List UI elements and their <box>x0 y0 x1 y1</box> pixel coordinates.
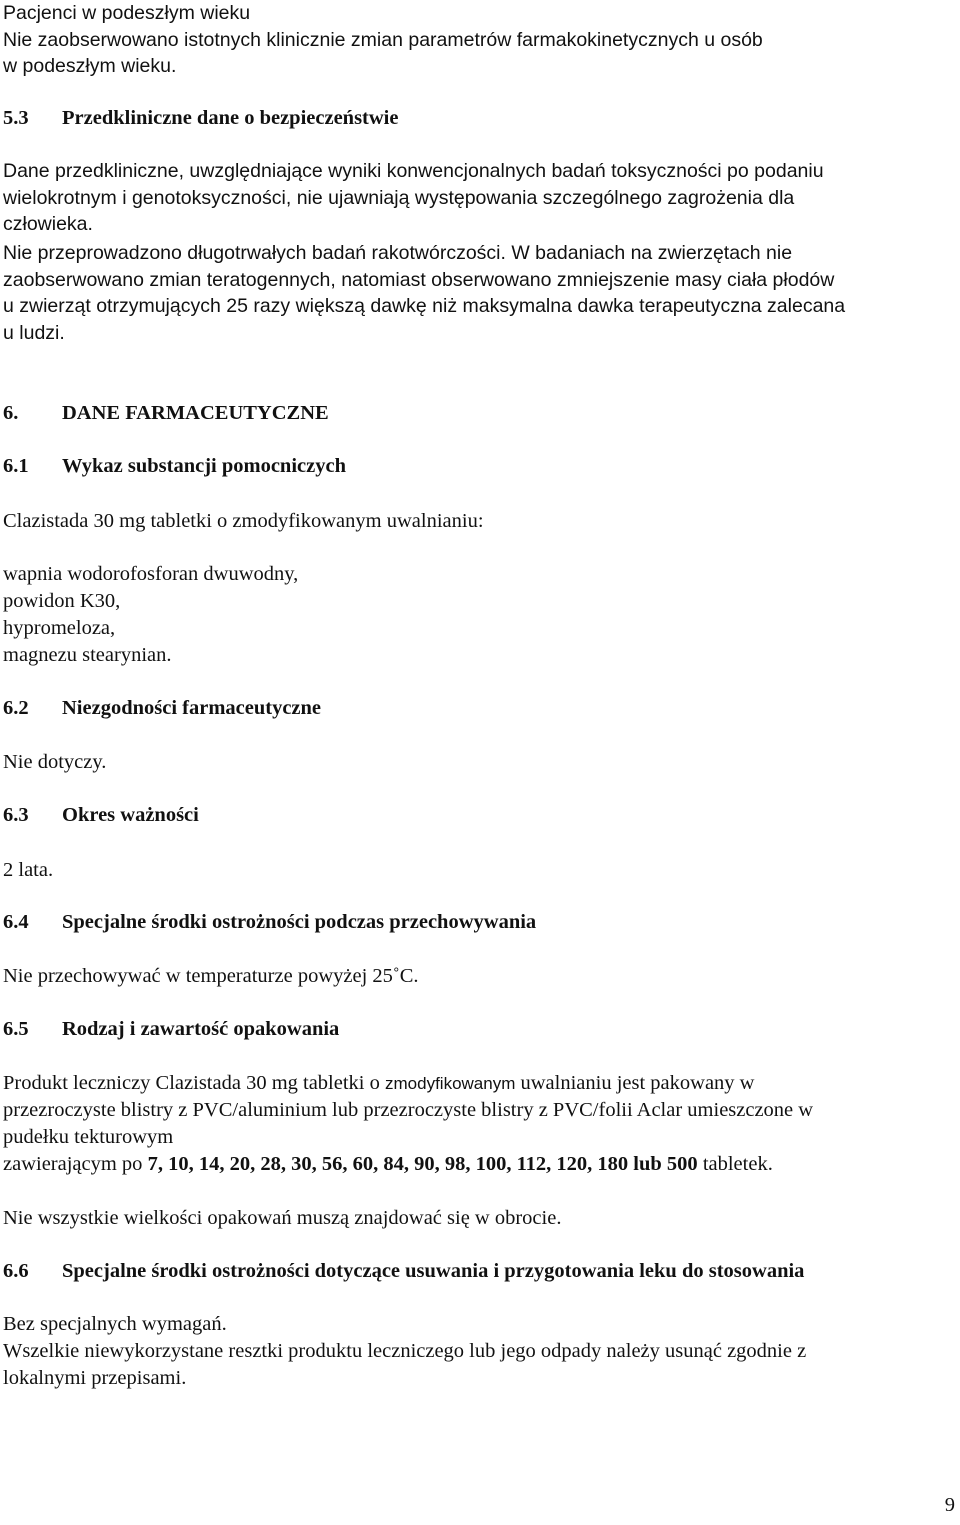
section-5-3-para-2 <box>3 240 953 346</box>
section-6-1-heading <box>3 453 346 480</box>
text-line: Nie dotyczy. <box>3 751 107 773</box>
text-line: 2 lata. <box>3 859 54 881</box>
section-6-4-heading <box>3 909 536 936</box>
section-6-number: 6. <box>3 402 19 424</box>
elderly-title: Pacjenci w podeszłym wieku <box>3 2 251 24</box>
section-6-4-text <box>3 963 953 990</box>
text-line: Nie przechowywać w temperaturze powyżej 25˚C. <box>3 965 419 987</box>
pack-sizes-bold: 7, 10, 14, 20, 28, 30, 56, 60, 84, 90, 98, 100, 112, 120, 180 lub 500 <box>147 1153 698 1175</box>
text-line <box>3 1070 953 1097</box>
text-line: pudełku tekturowym <box>3 1126 174 1148</box>
text-line: człowieka. <box>3 213 93 235</box>
section-6-4-title: Specjalne środki ostrożności podczas przechowywania <box>62 911 537 933</box>
section-6-6-heading <box>3 1258 804 1285</box>
section-6-6-title: Specjalne środki ostrożności dotyczące usuwania i przygotowania leku do stosowania <box>62 1260 805 1282</box>
text-line: Clazistada 30 mg tabletki o zmodyfikowanym uwalnianiu: <box>3 510 484 532</box>
section-6-6-number: 6.6 <box>3 1260 29 1282</box>
section-6-2-heading <box>3 695 321 722</box>
text-fragment: uwalnianiu jest pakowany w <box>515 1072 755 1094</box>
section-6-3-number: 6.3 <box>3 804 29 826</box>
excipients-list <box>3 561 953 669</box>
page-number: 9 <box>944 1494 955 1516</box>
section-5-3-number: 5.3 <box>3 107 29 129</box>
section-5-3-heading <box>3 105 398 132</box>
section-6-1-intro <box>3 508 953 535</box>
text-line: zaobserwowano zmian teratogennych, natomiast obserwowano zmniejszenie masy ciała płodów <box>3 268 835 291</box>
text-line: Dane przedkliniczne, uwzględniające wyniki konwencjonalnych badań toksyczności po podaniu <box>3 160 824 182</box>
section-6-2-title: Niezgodności farmaceutyczne <box>62 697 322 719</box>
section-6-heading <box>3 400 329 427</box>
section-6-4-number: 6.4 <box>3 911 29 933</box>
section-6-6-text <box>3 1311 953 1392</box>
section-6-1-number: 6.1 <box>3 455 29 477</box>
section-6-1-title: Wykaz substancji pomocniczych <box>62 455 346 477</box>
section-6-3-text <box>3 857 953 884</box>
section-6-5-number: 6.5 <box>3 1018 29 1040</box>
text-line: Bez specjalnych wymagań. <box>3 1313 227 1335</box>
list-item: wapnia wodorofosforan dwuwodny, <box>3 563 299 585</box>
section-6-title: DANE FARMACEUTYCZNE <box>62 402 329 424</box>
section-6-5-title: Rodzaj i zawartość opakowania <box>62 1018 340 1040</box>
section-6-3-heading <box>3 802 199 829</box>
section-6-2-text <box>3 749 953 776</box>
text-fragment: tabletek. <box>697 1153 773 1175</box>
section-6-5-para-1 <box>3 1070 953 1178</box>
text-line <box>3 1151 953 1178</box>
section-6-3-title: Okres ważności <box>62 804 199 826</box>
elderly-section <box>3 0 953 80</box>
text-line: lokalnymi przepisami. <box>3 1367 187 1389</box>
list-item: hypromeloza, <box>3 617 116 639</box>
section-6-5-para-2 <box>3 1205 953 1232</box>
text-line: przezroczyste blistry z PVC/aluminium lub przezroczyste blistry z PVC/folii Aclar umieszczone w <box>3 1099 814 1121</box>
elderly-line-2: w podeszłym wieku. <box>3 55 177 77</box>
section-5-3-title: Przedkliniczne dane o bezpieczeństwie <box>62 107 399 129</box>
text-fragment: Produkt leczniczy Clazistada 30 mg tabletki o <box>3 1072 385 1094</box>
text-line: u zwierząt otrzymujących 25 razy większą dawkę niż maksymalna dawka terapeutyczna zalecana <box>3 295 846 317</box>
text-line: Wszelkie niewykorzystane resztki produktu leczniczego lub jego odpady należy usunąć zgodnie z <box>3 1340 807 1362</box>
text-fragment-sans: zmodyfikowanym <box>385 1074 516 1093</box>
list-item: powidon K30, <box>3 590 121 612</box>
text-line: wielokrotnym i genotoksyczności, nie ujawniają występowania szczególnego zagrożenia dla <box>3 186 795 209</box>
elderly-line-1: Nie zaobserwowano istotnych klinicznie zmian parametrów farmakokinetycznych u osób <box>3 28 763 51</box>
text-line: Nie przeprowadzono długotrwałych badań rakotwórczości. W badaniach na zwierzętach nie <box>3 242 793 264</box>
text-fragment: zawierającym po <box>3 1153 148 1175</box>
text-line: Nie wszystkie wielkości opakowań muszą znajdować się w obrocie. <box>3 1207 562 1229</box>
section-6-2-number: 6.2 <box>3 697 29 719</box>
section-5-3-para-1 <box>3 158 953 238</box>
list-item: magnezu stearynian. <box>3 644 172 666</box>
text-line: u ludzi. <box>3 321 65 344</box>
section-6-5-heading <box>3 1016 339 1043</box>
